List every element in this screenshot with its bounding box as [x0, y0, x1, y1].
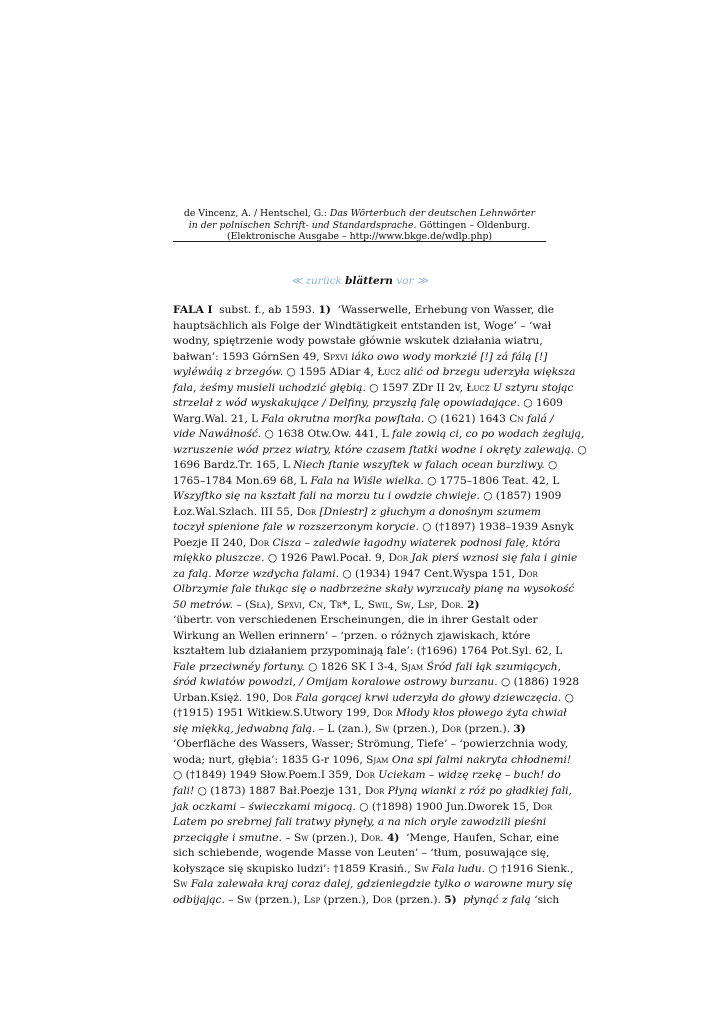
entry-line: sich schiebende, wogende Masse von Leuten’ – ‘tłum, posuwające się,: [173, 847, 550, 860]
entry-line: przeciągłe i smutne. – Sw (przen.), Dor. 4) ‘Menge, Haufen, Schar, eine: [173, 831, 560, 844]
title-part-1: Das Wörterbuch der deutschen Lehnwörter: [329, 208, 536, 219]
publisher: Göttingen – Oldenburg.: [416, 219, 531, 231]
edition-note: (Elektronische Ausgabe – http://www.bkge.de/wdlp.php): [226, 231, 493, 243]
entry-line: Poezje II 240, Dor Cisza – zaledwie łagodny wiaterek podnosi falę, która: [173, 536, 561, 549]
entry-line: 1765–1784 Mon.69 68, L Fala na Wiśle wielka. ○ 1775–1806 Teat. 42, L: [173, 474, 560, 487]
entry-line: toczył spienione fale w rozszerzonym korycie. ○ (†1897) 1938–1939 Asnyk: [173, 521, 574, 534]
entry-line: strzelał z wód wyskakujące / Delfiny, przyszłą falę opowiadające. ○ 1609: [173, 397, 563, 410]
browse-label: blättern: [345, 275, 393, 287]
entry-line: odbijając. – Sw (przen.), Lsp (przen.), Dor (przen.). 5) płynąć z falą ‘sich: [173, 893, 560, 906]
entry-line: Olbrzymie fale tłukąc się o nadbrzeżne skały wyrzucały pianę na wysokość: [173, 583, 575, 596]
dictionary-entry: [173, 303, 587, 908]
entry-line: fala, żeśmy musieli uchodzić głębią. ○ 1597 ZDr II 2v, Łucz U sztyru stojąc: [173, 381, 574, 394]
entry-line: Warg.Wal. 21, L Fala okrutna morſka powſtała. ○ (1621) 1643 Cn falá /: [173, 412, 554, 425]
entry-line: ○ (†1849) 1949 Słow.Poem.I 359, Dor Uciekam – widzę rzekę – buch! do: [173, 769, 561, 782]
entry-line: Sw Fala zalewała kraj coraz dalej, gdzieniegdzie tylko o warowne mury się: [173, 878, 573, 891]
title-part-2: in der polnischen Schrift- und Standardsprache.: [188, 219, 417, 231]
entry-line: wodny, spiętrzenie wody powstałe głównie wskutek działania wiatru,: [173, 335, 543, 348]
entry-line: za falą. Morze wzdycha falami. ○ (1934) 1947 Cent.Wyspa 151, Dor: [173, 567, 538, 580]
entry-line: kształtem lub działaniem przypominają fale’: (†1696) 1764 Pot.Syl. 62, L: [173, 645, 563, 658]
entry-line: kołyszące się skupisko ludzi’: †1859 Krasiń., Sw Fala ludu. ○ †1916 Sienk.,: [173, 862, 574, 875]
entry-line: miękko pluszcze. ○ 1926 Pawl.Pocał. 9, Dor Jak pierś wznosi się fala i ginie: [173, 552, 578, 565]
citation-line-2: [173, 220, 546, 232]
entry-line: Fale przeciwnéy fortuny. ○ 1826 SK I 3-4, Sjam Śród fali łąk szumiących,: [173, 660, 561, 673]
entry-line: Łoz.Wal.Szlach. III 55, Dor [Dniestr] z głuchym a donośnym szumem: [173, 505, 541, 518]
back-link[interactable]: ≪ zurück: [291, 275, 342, 287]
forward-link[interactable]: vor ≫: [396, 275, 428, 287]
page-navigation: [173, 275, 546, 287]
entry-line: wyléwáią z brzegów. ○ 1595 ADiar 4, Łucz alić od brzegu uderzyła większa: [173, 366, 576, 379]
entry-line: wzruszenie wód przez wiatry, które czasem ſtatki wodne i okręty zalewają. ○: [173, 443, 587, 456]
entry-line: vide Nawáłność. ○ 1638 Otw.Ow. 441, L fale zowią ci, co po wodach żeglują,: [173, 428, 585, 441]
header-rule: [173, 241, 546, 242]
citation-line-1: [173, 208, 546, 220]
entry-line: fali! ○ (1873) 1887 Bał.Poezje 131, Dor Płyną wianki z róż po gładkiej fali,: [173, 784, 572, 797]
entry-line: jak oczkami – świeczkami migocą. ○ (†1898) 1900 Jun.Dworek 15, Dor: [173, 800, 553, 813]
entry-line: Latem po srebrnej fali tratwy płynęły, a na nich oryle zawodzili pieśni: [173, 816, 547, 829]
entry-line: ‘übertr. von verschiedenen Erscheinungen, die in ihrer Gestalt oder: [173, 614, 538, 627]
entry-line: bałwan’: 1593 GórnSen 49, Spxvi iáko owo wody morkzié [!] zá fálą [!]: [173, 350, 548, 363]
entry-line: hauptsächlich als Folge der Windtätigkeit entstanden ist, Woge’ – ‘wał: [173, 319, 552, 332]
entry-line: (†1915) 1951 Witkiew.S.Utwory 199, Dor Młody kłos płowego żyta chwiał: [173, 707, 567, 720]
entry-line: ‘Oberfläche des Wassers, Wasser; Strömung, Tiefe’ – ‘powierzchnia wody,: [173, 738, 569, 751]
entry-line: FALA I subst. f., ab 1593. 1) ‘Wasserwelle, Erhebung von Wasser, die: [173, 304, 555, 316]
entry-line: się miękką, jedwabną falą. – L (zan.), Sw (przen.), Dor (przen.). 3): [173, 722, 526, 735]
entry-line: 50 metrów. – (Sła), Spxvi, Cn, Tr*, L, Swil, Sw, Lsp, Dor. 2): [173, 598, 480, 611]
entry-line: woda; nurt, głębia’: 1835 G-r 1096, Sjam Ona spi falmi nakryta chłodnemi!: [173, 753, 572, 766]
entry-line: 1696 Bardz.Tr. 165, L Niech ſtanie wszyſtek w falach ocean burzliwy. ○: [173, 459, 558, 472]
citation-header: [173, 208, 546, 243]
entry-line: Urban.Księż. 190, Dor Fala gorącej krwi uderzyła do głowy dziewczęcia. ○: [173, 691, 574, 704]
entry-line: śród kwiatów powodzi, / Omijam koralowe ostrowy burzanu. ○ (1886) 1928: [173, 676, 580, 689]
entry-line: Wszyſtko się na kształt fali na morzu tu i owdzie chwieje. ○ (1857) 1909: [173, 490, 562, 503]
authors: de Vincenz, A. / Hentschel, G.:: [183, 208, 330, 219]
entry-line: Wirkung an Wellen erinnern’ – ‘przen. o różnych zjawiskach, które: [173, 629, 531, 642]
